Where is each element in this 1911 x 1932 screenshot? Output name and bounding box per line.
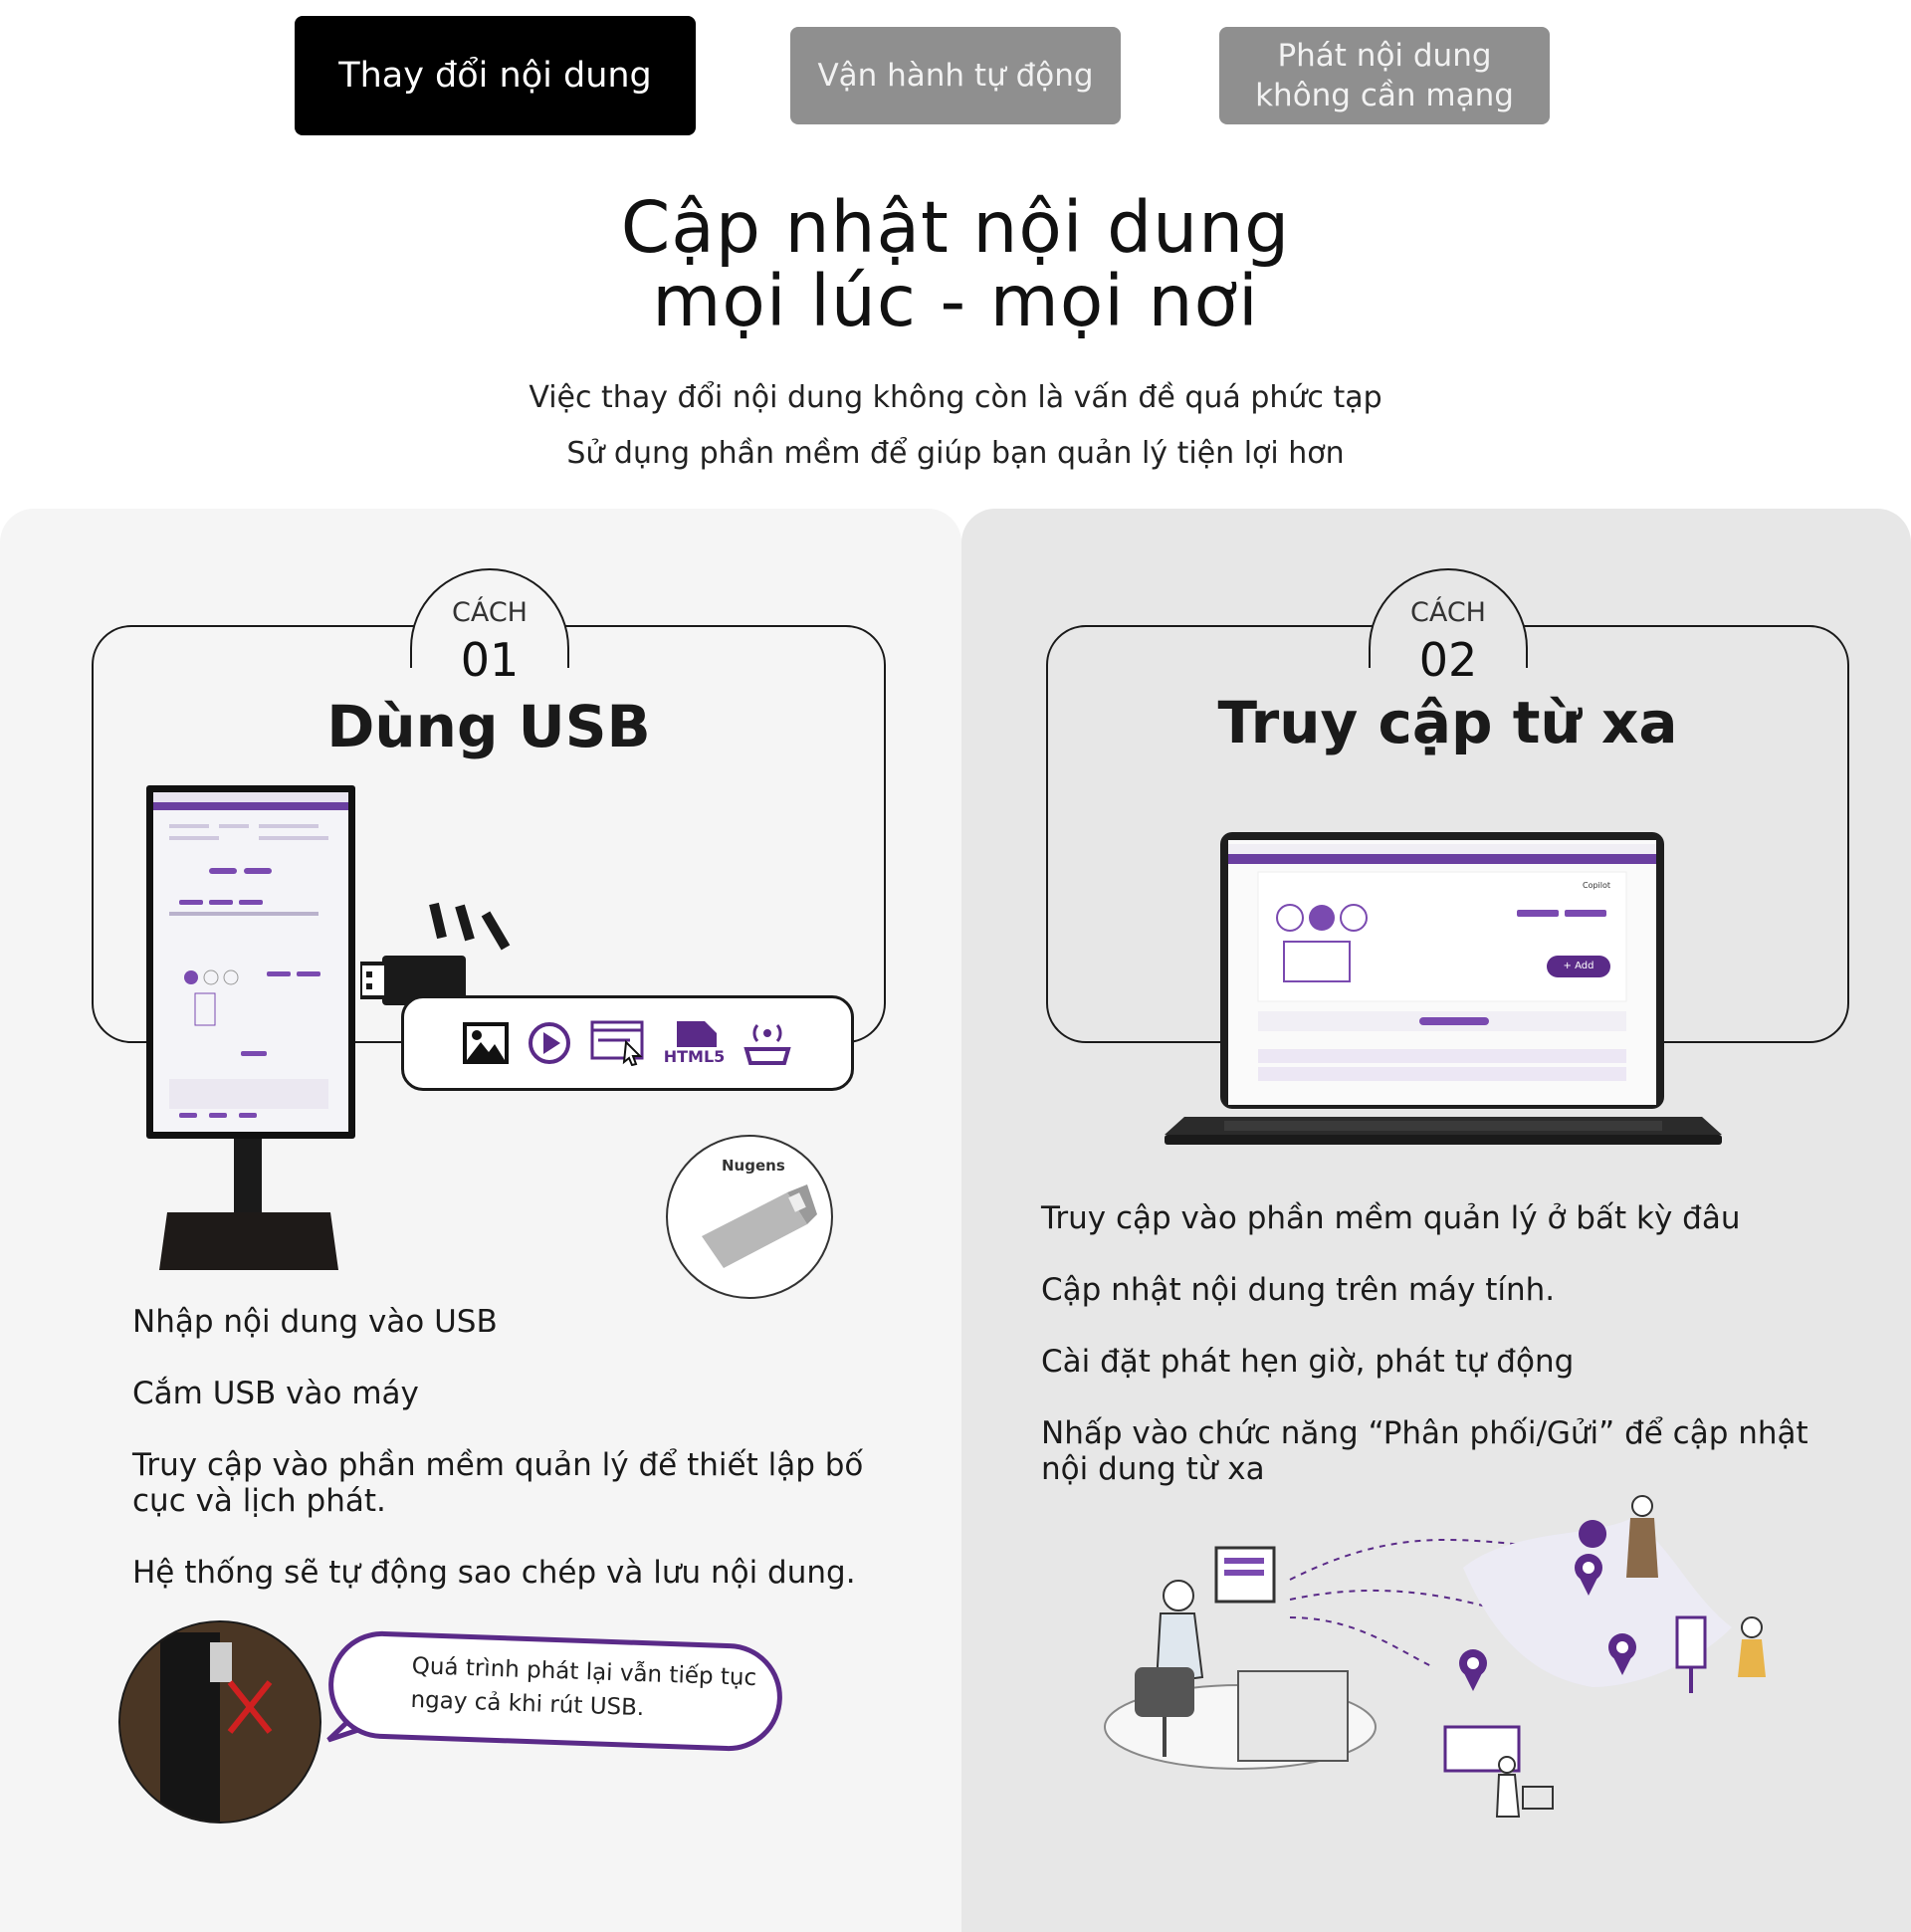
method-remote-step-1: Truy cập vào phần mềm quản lý ở bất kỳ đâu bbox=[1041, 1200, 1741, 1236]
page-title-line1: Cập nhật nội dung bbox=[620, 186, 1291, 269]
method-usb-title: Dùng USB bbox=[326, 693, 651, 760]
kiosk-display-illustration bbox=[139, 784, 368, 1272]
html5-label: HTML5 bbox=[663, 1046, 726, 1066]
method-usb-step-4: Hệ thống sẽ tự động sao chép và lưu nội dung. bbox=[132, 1555, 856, 1591]
laptop-management-software-illustration bbox=[1165, 832, 1722, 1149]
tab-auto-operation[interactable] bbox=[790, 27, 1121, 124]
tab-offline-playback[interactable] bbox=[1219, 27, 1550, 124]
usb-playback-note-line2: ngay cả khi rút USB. bbox=[410, 1686, 645, 1722]
usb-playback-note-line1: Quá trình phát lại vẫn tiếp tục bbox=[411, 1652, 757, 1692]
method-remote-title: Truy cập từ xa bbox=[1217, 689, 1678, 756]
page-subtitle-line1: Việc thay đổi nội dung không còn là vấn đề quá phức tạp bbox=[529, 380, 1382, 415]
method-remote-step-3: Cài đặt phát hẹn giờ, phát tự động bbox=[1041, 1344, 1575, 1380]
method-usb-number: 01 bbox=[460, 633, 520, 687]
page-subtitle bbox=[358, 370, 1553, 482]
image-icon bbox=[463, 1022, 509, 1064]
tab-change-content-label: Thay đổi nội dung bbox=[338, 56, 652, 96]
remote-distribution-illustration bbox=[1095, 1488, 1821, 1836]
supported-content-types bbox=[401, 995, 854, 1091]
page-subtitle-line2: Sử dụng phần mềm để giúp bạn quản lý tiện lợi hơn bbox=[566, 436, 1345, 471]
tab-offline-playback-label-line2: không cần mạng bbox=[1255, 78, 1514, 113]
laptop-copilot-label: Copilot bbox=[1583, 881, 1611, 890]
tab-auto-operation-label: Vận hành tự động bbox=[817, 57, 1094, 94]
method-usb-step-2: Cắm USB vào máy bbox=[132, 1376, 419, 1411]
method-remote-step-4: Nhấp vào chức năng “Phân phối/Gửi” để cập nhật nội dung từ xa bbox=[1041, 1415, 1808, 1487]
video-play-icon bbox=[527, 1020, 572, 1066]
method-remote-step-2: Cập nhật nội dung trên máy tính. bbox=[1041, 1272, 1556, 1308]
method-remote-steps bbox=[1041, 1200, 1837, 1523]
page-title bbox=[358, 186, 1553, 342]
method-remote-number: 02 bbox=[1418, 633, 1478, 687]
tab-offline-playback-label-line1: Phát nội dung bbox=[1277, 37, 1492, 74]
method-remote-cach: CÁCH bbox=[1409, 597, 1486, 628]
usb-unplugged-photo bbox=[118, 1620, 321, 1824]
method-usb-steps bbox=[132, 1304, 889, 1626]
page-title-line2: mọi lúc - mọi nơi bbox=[652, 260, 1259, 342]
method-usb-cach: CÁCH bbox=[451, 597, 528, 628]
hdmi-signal-icon bbox=[743, 1019, 792, 1067]
html5-icon bbox=[664, 1021, 726, 1066]
method-usb-step-3: Truy cập vào phần mềm quản lý để thiết lập bố cục và lịch phát. bbox=[132, 1447, 864, 1519]
tab-change-content[interactable] bbox=[295, 16, 696, 135]
laptop-add-button: + Add bbox=[1563, 961, 1594, 971]
insert-motion-lines-icon bbox=[426, 900, 516, 958]
web-browser-icon bbox=[590, 1020, 646, 1066]
nugens-usb-photo bbox=[666, 1135, 833, 1299]
method-usb-step-1: Nhập nội dung vào USB bbox=[132, 1304, 498, 1340]
usb-brand-label: Nugens bbox=[722, 1157, 785, 1175]
usb-playback-note bbox=[326, 1629, 783, 1753]
